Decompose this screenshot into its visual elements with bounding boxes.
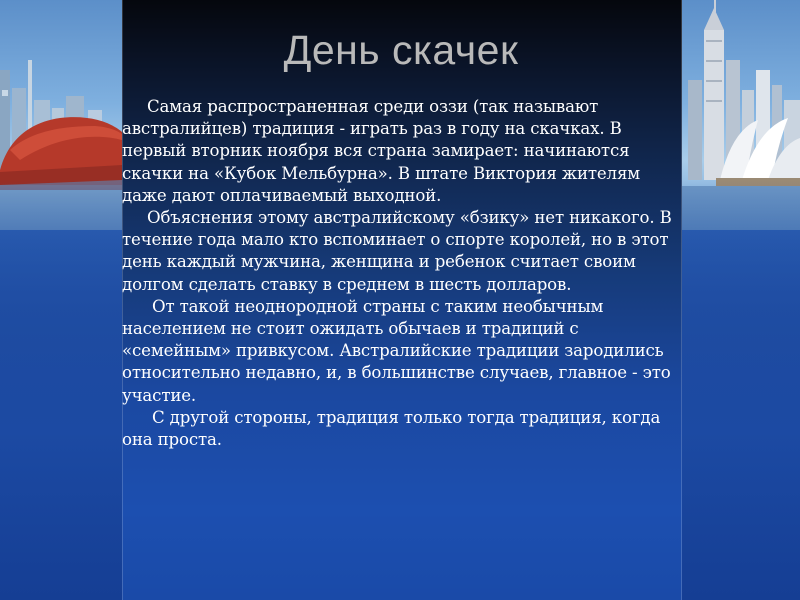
left-decor-panel: [0, 0, 122, 600]
skyscraper: [704, 30, 724, 180]
paragraph-4: С другой стороны, традиция только тогда традиция, когда она проста.: [122, 407, 661, 450]
paragraph-3: От такой неоднородной страны с таким необычным населением не стоит ожидать обычаев и традиций с «семейным» привкусом. Австралийские традиции зародились относительно недавно, и, в большинстве случаев, главное - это участие.: [122, 296, 671, 405]
antenna-tower: [28, 60, 32, 130]
paragraph-1: Самая распространенная среди оззи (так называют австралийцев) традиция - играть раз в году на скачках. В первый вторник ноября вся страна замирает: начинаются скачки на «Кубок Мельбурна». В штате Виктория жителям даже дают оплачиваемый выходной.: [122, 97, 641, 205]
slide-title: День скачек: [283, 27, 519, 73]
building: [688, 80, 702, 180]
slide-body: [122, 96, 688, 451]
left-fade: [0, 180, 122, 600]
right-decor-panel: [680, 0, 800, 600]
paragraph-2: Объяснения этому австралийскому «бзику» нет никакого. В течение года мало кто вспоминает о спорте королей, но в этот день каждый мужчина, женщина и ребенок считает своим долгом сделать ставку в среднем в шесть долларов.: [122, 208, 672, 294]
right-fade: [680, 180, 800, 600]
